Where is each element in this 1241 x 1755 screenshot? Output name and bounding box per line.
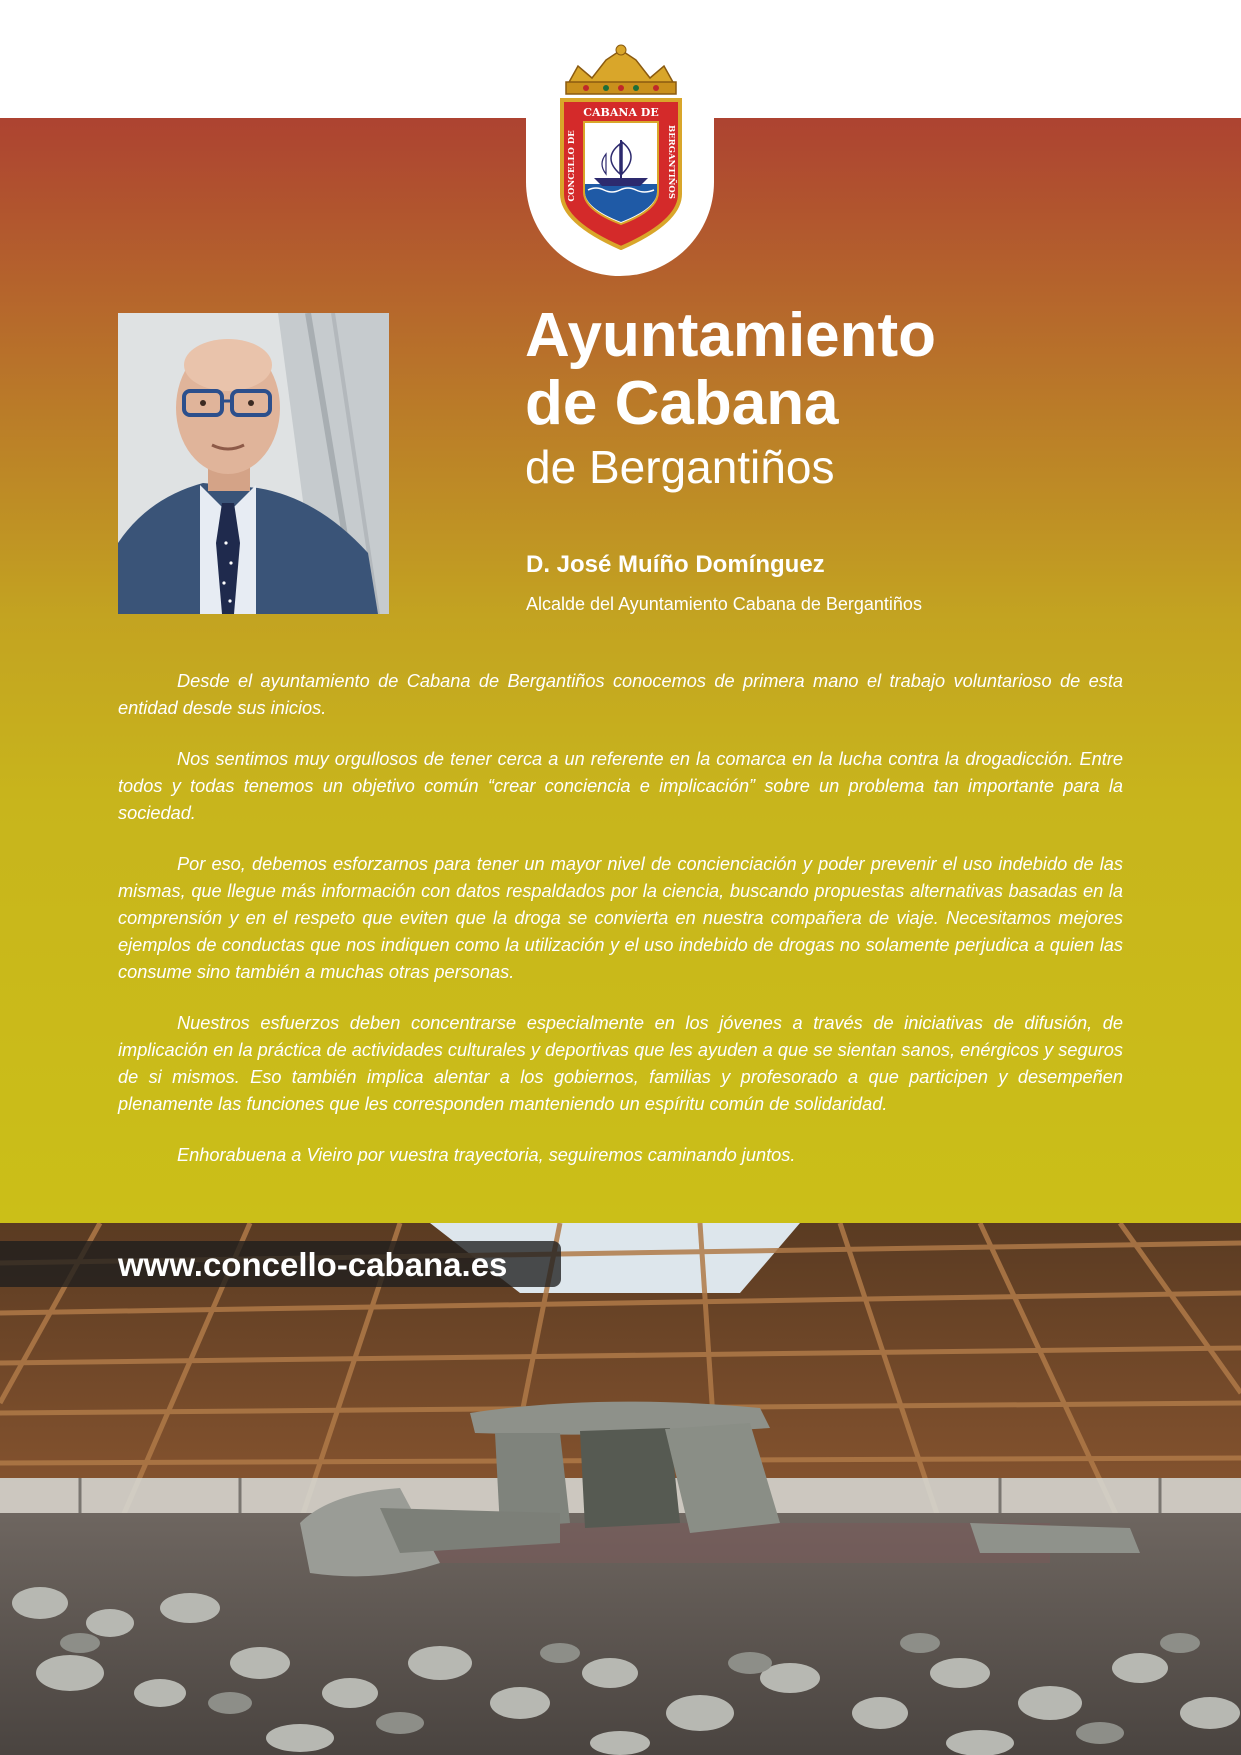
title-line-1: Ayuntamiento — [525, 301, 937, 370]
title-line-3: de Bergantiños — [525, 441, 835, 493]
mayor-portrait-photo — [118, 313, 389, 614]
signatory-role: Alcalde del Ayuntamiento Cabana de Bergantiños — [526, 594, 922, 614]
letter-body — [118, 668, 1123, 1193]
letter-paragraph: Nuestros esfuerzos deben concentrarse especialmente en los jóvenes a través de iniciativas de difusión, de implicación en la práctica de actividades culturales y deportivas que les ayuden a que se sientan sanos, enérgicos y seguros de si mismos. Eso también implica alentar a los gobiernos, familias y profesorado a que participen y desempeñen plenamente las funciones que les corresponden manteniendo un espíritu común de solidaridad. — [118, 1013, 1123, 1114]
letter-paragraph: Por eso, debemos esforzarnos para tener un mayor nivel de concienciación y poder prevenir el uso indebido de las mismas, que llegue más información con datos respaldados por la ciencia, buscando propuestas alternativas basadas en la comprensión y en el respeto que eviten que la droga se convierta en nuestra compañera de viaje. Necesitamos mejores ejemplos de conductas que nos indiquen como la utilización y el uso indebido de drogas no solamente perjudica a quien las consume sino también a muchas otras personas. — [118, 854, 1123, 982]
dolmen-photo — [0, 1223, 1241, 1755]
letter-paragraph: Desde el ayuntamiento de Cabana de Bergantiños conocemos de primera mano el trabajo voluntarioso de esta entidad desde sus inicios. — [118, 671, 1123, 718]
svg-text:CONCELLO DE: CONCELLO DE — [567, 130, 577, 202]
title-line-2: de Cabana — [525, 369, 839, 438]
letter-paragraph: Nos sentimos muy orgullosos de tener cerca a un referente en la comarca en la lucha contra la drogadicción. Entre todos y todas tenemos un objetivo común “crear conciencia e implicación” sobre un problema tan importante para la sociedad. — [118, 749, 1123, 823]
crown-icon — [566, 45, 676, 94]
page-title — [525, 302, 1185, 496]
svg-text:CABANA DE: CABANA DE — [583, 106, 659, 119]
coat-of-arms-logo — [556, 44, 686, 250]
website-link[interactable]: www.concello-cabana.es — [118, 1246, 508, 1283]
svg-text:BERGANTIÑOS: BERGANTIÑOS — [666, 125, 676, 199]
signatory-name: D. José Muíño Domínguez — [526, 551, 825, 578]
letter-paragraph: Enhorabuena a Vieiro por vuestra trayectoria, seguiremos caminando juntos. — [177, 1145, 796, 1165]
